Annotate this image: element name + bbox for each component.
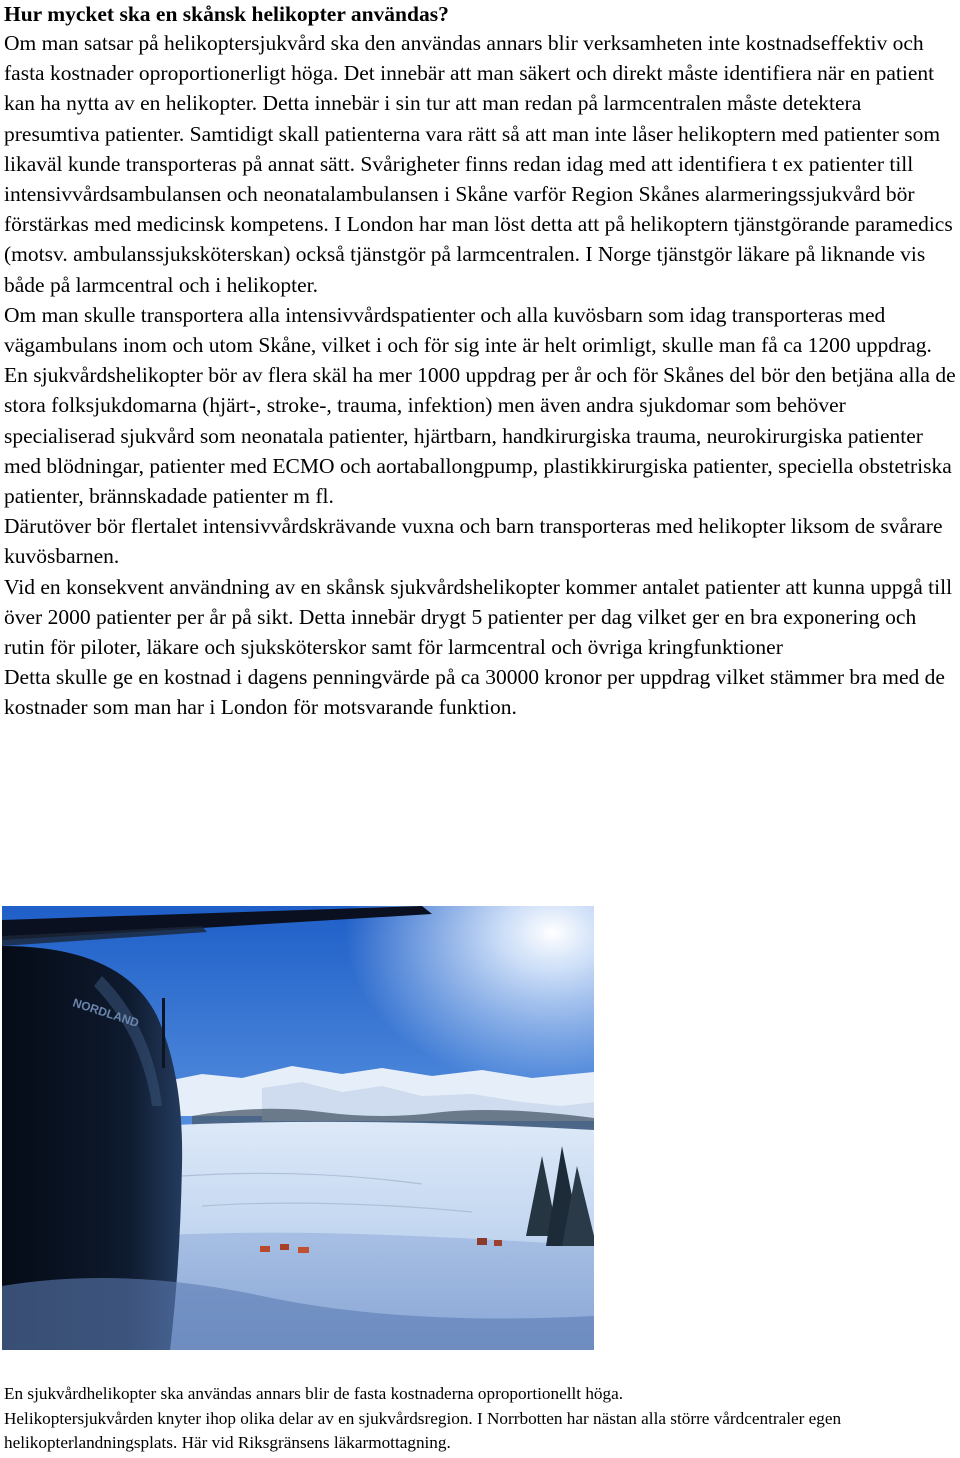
paragraph-1: Om man satsar på helikoptersjukvård ska den användas annars blir verksamheten inte kostnadseffektiv och fasta kostnader oproportionerligt höga. Det innebär att man säkert och direkt måste identifiera när en patient kan ha nytta av en helikopter. Detta innebär i sin tur att man redan på larmcentralen måste detektera presumtiva patienter. Samtidigt skall patienterna vara rätt så att man inte låser helikoptern med patienter som likaväl kunde transporteras på annat sätt. Svårigheter finns redan idag med att identifiera t ex patienter till intensivvårdsambulansen och neonatalambulansen i Skåne varför Region Skånes alarmeringssjukvård bör förstärkas med medicinsk kompetens. I London har man löst detta att på helikoptern tjänstgörande paramedics (motsv. ambulanssjuksköterskan) också tjänstgör på larmcentralen. I Norge tjänstgör läkare på liknande vis både på larmcentral och i helikopter.: [4, 31, 953, 297]
document-page: [4, 0, 956, 723]
helicopter-lettering: NORDLAND: [71, 995, 141, 1031]
article-title: Hur mycket ska en skånsk helikopter användas?: [4, 2, 449, 26]
caption-line-2: Helikoptersjukvården knyter ihop olika delar av en sjukvårdsregion. I Norrbotten har nästan alla större vårdcentraler egen helikopterlandningsplats. Här vid Riksgränsens läkarmottagning.: [4, 1408, 842, 1452]
photo-caption: [4, 1382, 954, 1456]
paragraph-5: Vid en konsekvent användning av en skånsk sjukvårdshelikopter kommer antalet patienter att kunna uppgå till över 2000 patienter per år på sikt. Detta innebär drygt 5 patienter per dag vilket ger en bra exponering och rutin för piloter, läkare och sjuksköterskor samt för larmcentral och övriga kringfunktioner: [4, 574, 953, 660]
caption-line-1: En sjukvårdhelikopter ska användas annars blir de fasta kostnaderna oproportionellt höga.: [4, 1384, 624, 1403]
paragraph-6: Detta skulle ge en kostnad i dagens penningvärde på ca 30000 kronor per uppdrag vilket stämmer bra med de kostnader som man har i London för motsvarande funktion.: [4, 665, 945, 720]
paragraph-3: En sjukvårdshelikopter bör av flera skäl ha mer 1000 uppdrag per år och för Skånes del bör den betjäna alla de stora folksjukdomarna (hjärt-, stroke-, trauma, infektion) men även andra sjukdomar som behöver specialiserad sjukvård som neonatala patienter, hjärtbarn, handkirurgiska trauma, neurokirurgiska patienter med blödningar, patienter med ECMO och aortaballongpump, plastikkirurgiska patienter, speciella obstetriska patienter, brännskadade patienter m fl.: [4, 363, 956, 509]
helicopter-photo: [2, 906, 594, 1350]
paragraph-4: Därutöver bör flertalet intensivvårdskrävande vuxna och barn transporteras med helikopter liksom de svårare kuvösbarnen.: [4, 514, 943, 569]
paragraph-2: Om man skulle transportera alla intensivvårdspatienter och alla kuvösbarn som idag transporteras med vägambulans inom och utom Skåne, vilket i och för sig inte är helt orimligt, skulle man få ca 1200 uppdrag.: [4, 302, 932, 358]
